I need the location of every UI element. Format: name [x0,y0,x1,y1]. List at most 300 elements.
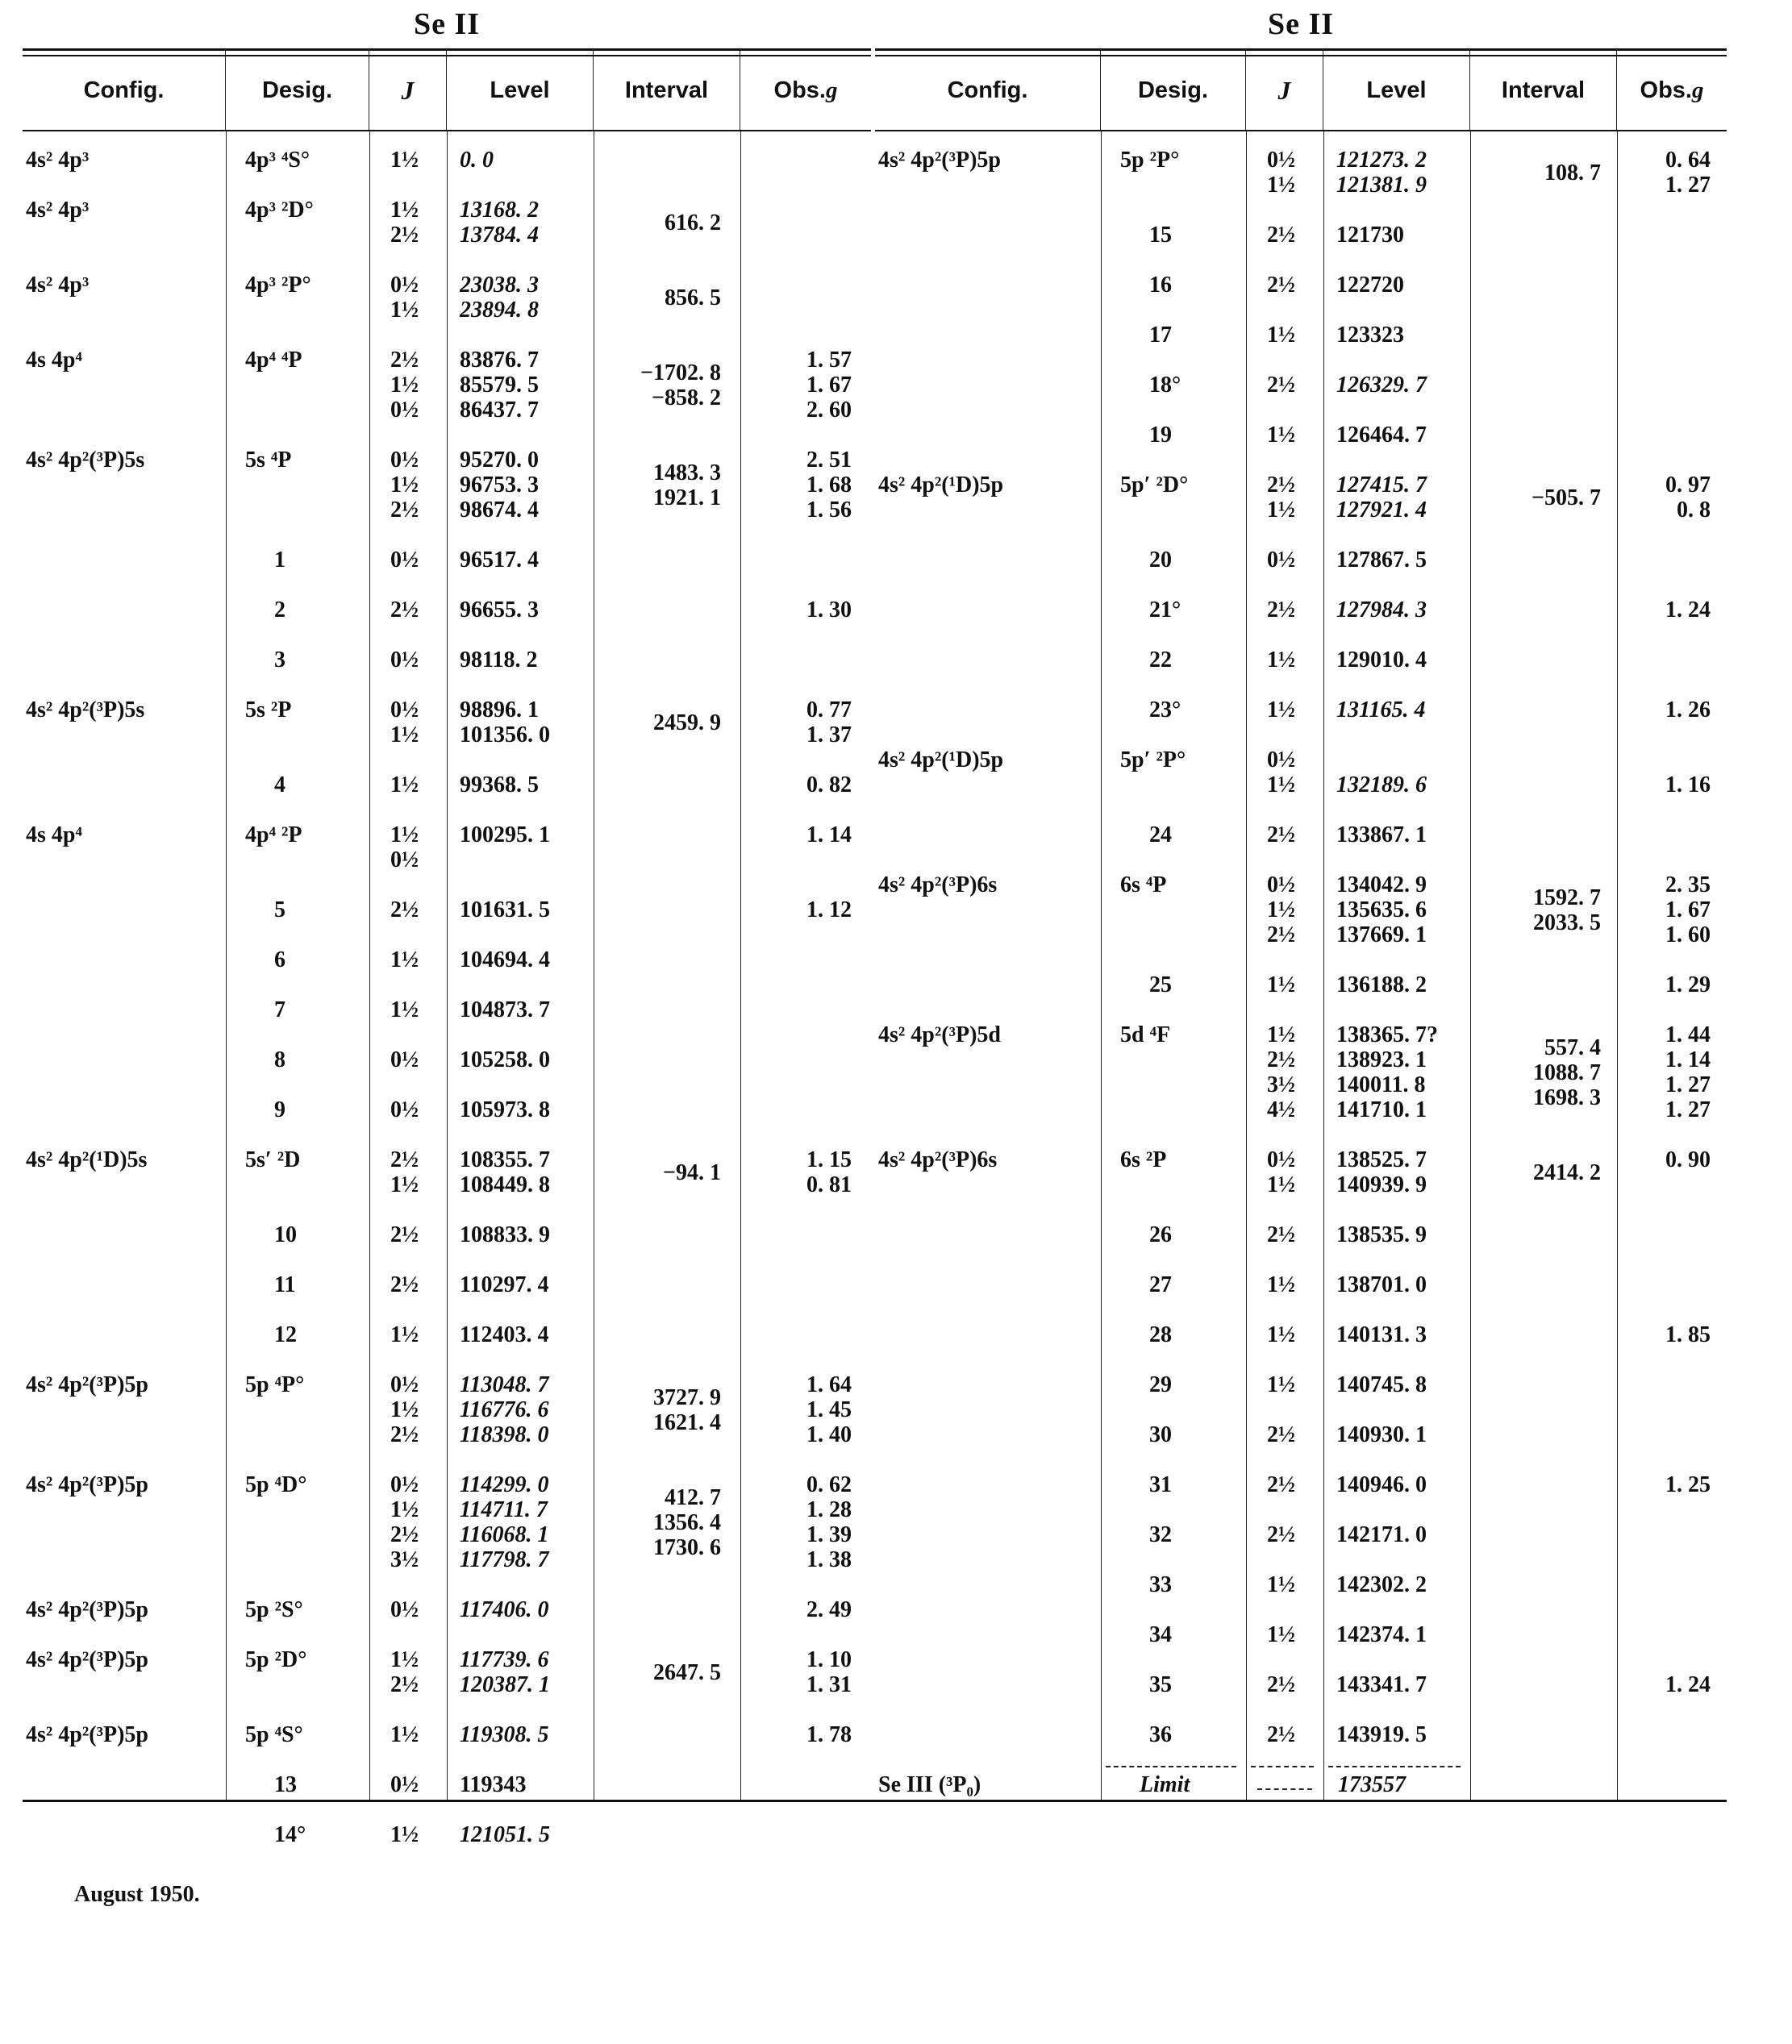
limit-dashed-rule [1328,1766,1461,1767]
interval-cell: −858. 2 [652,385,721,410]
j-cell: 1½ [390,198,419,223]
obs-g-cell: 1. 44 [1665,1022,1711,1047]
limit-dashed-rule [1251,1766,1314,1767]
obs-g-cell: 1. 31 [806,1672,852,1697]
interval-cell: 3727. 9 [653,1384,721,1410]
table-header [875,51,1727,131]
level-cell: 23038. 3 [460,273,539,298]
table-row [23,1372,871,1447]
designation-cell: 32 [1149,1522,1172,1547]
header-j: J [369,51,447,130]
level-cell: 140011. 8 [1336,1072,1426,1097]
config-cell: 4s² 4p²(³P)6s [878,872,998,897]
config-cell: 4s 4p⁴ [26,822,82,847]
level-cell: 121051. 5 [460,1822,550,1847]
designation-cell: 5s ⁴P [245,448,292,472]
table-row [23,1272,871,1297]
config-cell: 4s² 4p³ [26,148,90,173]
table-row [23,1222,871,1247]
obs-g-cell: 0. 8 [1677,497,1711,522]
interval-cell: −1702. 8 [640,360,721,385]
level-cell: 100295. 1 [460,822,550,847]
level-cell: 113048. 7 [460,1372,549,1397]
level-cell: 116776. 6 [460,1397,549,1422]
j-cell: 2½ [1267,1722,1295,1747]
designation-cell: 4p³ ⁴S° [245,148,310,173]
interval-cell: 412. 7 [665,1484,721,1510]
obs-g-cell: 1. 60 [1665,922,1711,947]
config-cell: 4s² 4p²(³P)5p [878,148,1001,173]
designation-cell: 5p′ ²P° [1120,747,1186,772]
designation-cell: 4p⁴ ⁴P [245,348,302,373]
j-cell: 0½ [390,1047,419,1072]
designation-cell: 14° [274,1822,306,1847]
designation-cell: 1 [274,547,285,572]
limit-dashed-rule [1106,1766,1236,1767]
table-title [23,6,871,42]
header-level: Level [1323,51,1470,130]
obs-g-cell: 1. 85 [1665,1322,1711,1347]
j-cell: 2½ [390,497,419,522]
level-cell: 104694. 4 [460,947,550,972]
j-cell: 1½ [1267,1022,1295,1047]
level-cell: 121273. 2 [1336,148,1427,173]
level-cell: 127415. 7 [1336,472,1427,497]
table-row [875,323,1727,348]
level-cell: 142171. 0 [1336,1522,1427,1547]
config-cell: 4s² 4p²(³P)6s [878,1147,998,1172]
level-cell: 114299. 0 [460,1472,549,1497]
table-row [875,148,1727,198]
obs-g-cell: 1. 27 [1665,1097,1711,1122]
obs-g-cell: 0. 77 [806,697,852,722]
level-cell: 13168. 2 [460,198,539,223]
table-title-element: Se [413,7,455,41]
j-cell: 0½ [1267,547,1295,572]
j-cell: 2½ [390,1672,419,1697]
table-row [23,148,871,173]
j-cell: 1½ [1267,173,1295,198]
designation-cell: 35 [1149,1672,1172,1697]
designation-cell: 11 [274,1272,296,1297]
level-cell: 119308. 5 [460,1722,549,1747]
level-cell: 108833. 9 [460,1222,550,1247]
table-row [23,1772,871,1797]
table-row [23,822,871,872]
interval-cell: 2647. 5 [653,1659,721,1685]
level-cell: 123323 [1336,323,1404,348]
config-cell: 4s 4p⁴ [26,348,82,373]
header-level: Level [447,51,594,130]
j-cell: 2½ [1267,1522,1295,1547]
table-row [875,1372,1727,1397]
j-cell: 1½ [1267,1622,1295,1647]
level-cell: 127984. 3 [1336,597,1427,622]
interval-cell: 1730. 6 [653,1534,721,1560]
level-cell: 98118. 2 [460,647,538,672]
obs-g-cell: 1. 67 [806,373,852,398]
table-row [23,448,871,522]
designation-cell: 6s ²P [1120,1147,1167,1172]
table-row [875,1322,1727,1347]
designation-cell: 2 [274,597,285,622]
level-cell: 173557 [1338,1772,1406,1797]
table-row [875,972,1727,997]
table-row [23,1472,871,1572]
j-cell: 2½ [390,597,419,622]
j-cell: 1½ [390,772,419,797]
obs-g-cell: 1. 28 [806,1497,852,1522]
j-cell: 1½ [390,1322,419,1347]
obs-g-cell: 1. 29 [1665,972,1711,997]
obs-g-cell: 1. 37 [806,722,852,747]
table-row [875,423,1727,448]
header-designation: Desig. [226,51,369,130]
table-row [875,1522,1727,1547]
table-row [875,1472,1727,1497]
level-cell: 85579. 5 [460,373,539,398]
j-cell: 2½ [1267,1472,1295,1497]
config-cell: 4s² 4p²(³P)5p [26,1472,148,1497]
table-title-element: Se [1267,7,1309,41]
designation-cell: 12 [274,1322,297,1347]
designation-cell: 5p ⁴D° [245,1472,307,1497]
j-cell: 0½ [1267,747,1295,772]
j-cell: 2½ [390,1147,419,1172]
j-cell: 2½ [1267,223,1295,248]
level-cell: 108449. 8 [460,1172,550,1197]
designation-cell: 7 [274,997,285,1022]
level-cell: 0. 0 [460,148,494,173]
designation-cell: 33 [1149,1572,1172,1597]
level-cell: 83876. 7 [460,348,539,373]
designation-cell: 18° [1149,373,1181,398]
config-cell: 4s² 4p²(³P)5p [26,1597,148,1622]
level-cell: 137669. 1 [1336,922,1427,947]
obs-g-cell: 1. 12 [806,897,852,922]
designation-cell: 8 [274,1047,285,1072]
obs-g-cell: 1. 30 [806,597,852,622]
level-cell: 140131. 3 [1336,1322,1427,1347]
table-row [875,872,1727,947]
j-cell: 1½ [1267,1572,1295,1597]
j-cell: 2½ [1267,1047,1295,1072]
obs-g-cell: 1. 27 [1665,1072,1711,1097]
config-cell: 4s² 4p³ [26,198,90,223]
table-row [875,1272,1727,1297]
level-cell: 96517. 4 [460,547,539,572]
table-row [875,1222,1727,1247]
designation-cell: 19 [1149,423,1172,448]
j-cell: 1½ [390,148,419,173]
interval-cell: 2414. 2 [1533,1159,1601,1185]
designation-cell: Limit [1140,1772,1190,1797]
table-row [875,1772,1727,1797]
table-row [875,1672,1727,1697]
config-cell: 4s² 4p²(¹D)5p [878,472,1004,497]
levels-table [875,48,1727,1802]
level-cell: 140946. 0 [1336,1472,1427,1497]
table-row [875,747,1727,797]
config-cell: 4s² 4p²(³P)5p [26,1722,148,1747]
j-cell: 0½ [1267,872,1295,897]
table-row [875,273,1727,298]
obs-g-cell: 2. 60 [806,398,852,423]
designation-cell: 21° [1149,597,1181,622]
obs-g-cell: 1. 10 [806,1647,852,1672]
designation-cell: 26 [1149,1222,1172,1247]
designation-cell: 17 [1149,323,1172,348]
table-row [23,348,871,423]
level-cell: 95270. 0 [460,448,539,472]
level-cell: 142302. 2 [1336,1572,1427,1597]
obs-g-cell: 1. 15 [806,1147,852,1172]
table-row [23,1322,871,1347]
j-cell: 1½ [1267,697,1295,722]
level-cell: 121730 [1336,223,1404,248]
level-cell: 105973. 8 [460,1097,550,1122]
level-cell: 140939. 9 [1336,1172,1427,1197]
j-cell: 0½ [390,697,419,722]
table-row [23,1722,871,1747]
obs-g-cell: 0. 97 [1665,472,1711,497]
j-cell: 1½ [1267,497,1295,522]
level-cell: 105258. 0 [460,1047,550,1072]
level-cell: 126464. 7 [1336,423,1427,448]
table-title-ion: II [454,7,481,41]
designation-cell: 25 [1149,972,1172,997]
level-cell: 117798. 7 [460,1547,549,1572]
header-obs-g-text: Obs. [1640,77,1692,103]
header-config: Config. [23,51,226,130]
j-cell: 2½ [1267,472,1295,497]
config-cell: 4s² 4p²(³P)5s [26,448,145,472]
obs-g-cell: 1. 64 [806,1372,852,1397]
level-cell: 140930. 1 [1336,1422,1427,1447]
j-cell: 2½ [1267,822,1295,847]
level-cell: 110297. 4 [460,1272,549,1297]
j-cell: 1½ [390,997,419,1022]
level-cell: 135635. 6 [1336,897,1427,922]
config-cell: 4s² 4p²(³P)5s [26,697,145,722]
designation-cell: 28 [1149,1322,1172,1347]
obs-g-cell: 1. 26 [1665,697,1711,722]
designation-cell: 23° [1149,697,1181,722]
level-cell: 116068. 1 [460,1522,549,1547]
obs-g-cell: 1. 45 [806,1397,852,1422]
table-bottom-rule [23,1800,871,1802]
j-cell: 0½ [390,273,419,298]
config-cell: 4s² 4p²(³P)5d [878,1022,1001,1047]
obs-g-cell: 1. 67 [1665,897,1711,922]
j-cell: 1½ [390,1497,419,1522]
obs-g-cell: 0. 62 [806,1472,852,1497]
header-obs-g-symbol: g [1691,77,1704,103]
j-cell: 0½ [390,398,419,423]
table-row [875,697,1727,722]
j-cell: 1½ [1267,772,1295,797]
config-cell: 4s² 4p²(¹D)5p [878,747,1004,772]
designation-cell: 31 [1149,1472,1172,1497]
config-cell: 4s² 4p³ [26,273,90,298]
level-cell: 117739. 6 [460,1647,549,1672]
table-row [23,273,871,323]
designation-cell: 27 [1149,1272,1172,1297]
j-cell: 0½ [390,448,419,472]
j-cell: 0½ [390,1097,419,1122]
level-cell: 142374. 1 [1336,1622,1427,1647]
obs-g-cell: 2. 49 [806,1597,852,1622]
level-cell: 133867. 1 [1336,822,1427,847]
designation-cell: 4 [274,772,285,797]
designation-cell: 3 [274,647,285,672]
j-cell: 1½ [390,298,419,323]
level-cell: 140745. 8 [1336,1372,1427,1397]
table-row [23,1597,871,1622]
obs-g-cell: 1. 25 [1665,1472,1711,1497]
designation-cell: 5p ²D° [245,1647,307,1672]
level-cell: 131165. 4 [1336,697,1426,722]
level-cell: 127921. 4 [1336,497,1427,522]
level-cell: 98674. 4 [460,497,539,522]
level-cell: 121381. 9 [1336,173,1427,198]
j-cell: 1½ [1267,323,1295,348]
designation-cell: 24 [1149,822,1172,847]
interval-cell: 616. 2 [665,210,721,235]
table-row [875,1422,1727,1447]
table-row [23,1147,871,1197]
table-row [875,822,1727,847]
j-cell: 1½ [390,373,419,398]
level-cell: 96655. 3 [460,597,539,622]
table-title [875,6,1727,42]
table-row [875,1622,1727,1647]
table-row [875,1572,1727,1597]
designation-cell: 5p′ ²D° [1120,472,1189,497]
j-cell: 0½ [390,1472,419,1497]
table-row [23,198,871,248]
designation-cell: 5p ²P° [1120,148,1180,173]
interval-cell: 108. 7 [1544,160,1601,185]
j-cell: 2½ [1267,1672,1295,1697]
j-cell: 1½ [390,1647,419,1672]
level-cell: 132189. 6 [1336,772,1427,797]
j-cell: 2½ [390,1272,419,1297]
level-cell: 127867. 5 [1336,547,1427,572]
table-row [875,547,1727,572]
level-cell: 119343 [460,1772,527,1797]
j-cell: 0½ [390,847,419,872]
j-cell: 1½ [390,472,419,497]
j-cell: 1½ [1267,1172,1295,1197]
j-cell: 1½ [390,1722,419,1747]
designation-cell: 5p ⁴S° [245,1722,303,1747]
table-row [23,772,871,797]
designation-cell: 4p³ ²P° [245,273,311,298]
j-cell: 2½ [1267,1422,1295,1447]
designation-cell: 10 [274,1222,297,1247]
level-cell: 13784. 4 [460,223,539,248]
designation-cell: 30 [1149,1422,1172,1447]
table-row [875,223,1727,248]
table-row [875,472,1727,522]
j-cell: 0½ [390,1597,419,1622]
j-cell: 1½ [1267,897,1295,922]
level-cell: 101631. 5 [460,897,550,922]
obs-g-cell: 1. 40 [806,1422,852,1447]
obs-g-cell: 0. 81 [806,1172,852,1197]
j-cell: 2½ [390,1422,419,1447]
j-cell: 0½ [1267,1147,1295,1172]
obs-g-cell: 1. 68 [806,472,852,497]
designation-cell: 13 [274,1772,297,1797]
level-cell: 112403. 4 [460,1322,549,1347]
j-cell: 3½ [1267,1072,1295,1097]
interval-cell: 1592. 7 [1533,885,1601,910]
obs-g-cell: 2. 35 [1665,872,1711,897]
designation-cell: 6 [274,947,285,972]
designation-cell: 20 [1149,547,1172,572]
limit-j-dash [1257,1788,1312,1790]
table-title-ion: II [1308,7,1335,41]
obs-g-cell: 1. 39 [806,1522,852,1547]
obs-g-cell: 1. 57 [806,348,852,373]
level-cell: 138701. 0 [1336,1272,1427,1297]
interval-cell: −94. 1 [663,1159,721,1185]
designation-cell: 29 [1149,1372,1172,1397]
table-row [875,1722,1727,1747]
j-cell: 1½ [390,947,419,972]
interval-cell: 2459. 9 [653,710,721,735]
interval-cell: 1698. 3 [1533,1084,1601,1110]
table-row [875,647,1727,672]
designation-cell: 5p ⁴P° [245,1372,305,1397]
level-cell: 99368. 5 [460,772,539,797]
level-cell: 86437. 7 [460,398,539,423]
header-obs-g [740,51,871,130]
designation-cell: 4p⁴ ²P [245,822,302,847]
designation-cell: 5s ²P [245,697,292,722]
j-cell: 2½ [390,223,419,248]
level-cell: 108355. 7 [460,1147,550,1172]
level-cell: 129010. 4 [1336,647,1427,672]
level-cell: 138923. 1 [1336,1047,1427,1072]
table-row [875,373,1727,398]
table-row [23,1822,871,1847]
level-cell: 122720 [1336,273,1404,298]
table-row [875,1147,1727,1197]
j-cell: 4½ [1267,1097,1295,1122]
j-cell: 2½ [1267,597,1295,622]
j-cell: 2½ [1267,922,1295,947]
designation-cell: 16 [1149,273,1172,298]
header-obs-g [1617,51,1727,130]
designation-cell: 9 [274,1097,285,1122]
level-cell: 98896. 1 [460,697,539,722]
interval-cell: 1621. 4 [653,1409,721,1435]
header-interval: Interval [1470,51,1617,130]
obs-g-cell: 0. 64 [1665,148,1711,173]
obs-g-cell: 0. 90 [1665,1147,1711,1172]
j-cell: 2½ [390,1522,419,1547]
j-cell: 3½ [390,1547,419,1572]
designation-cell: 22 [1149,647,1172,672]
j-cell: 2½ [1267,373,1295,398]
designation-cell: 34 [1149,1622,1172,1647]
header-obs-g-symbol: g [825,77,838,103]
j-cell: 1½ [390,1397,419,1422]
obs-g-cell: 1. 16 [1665,772,1711,797]
